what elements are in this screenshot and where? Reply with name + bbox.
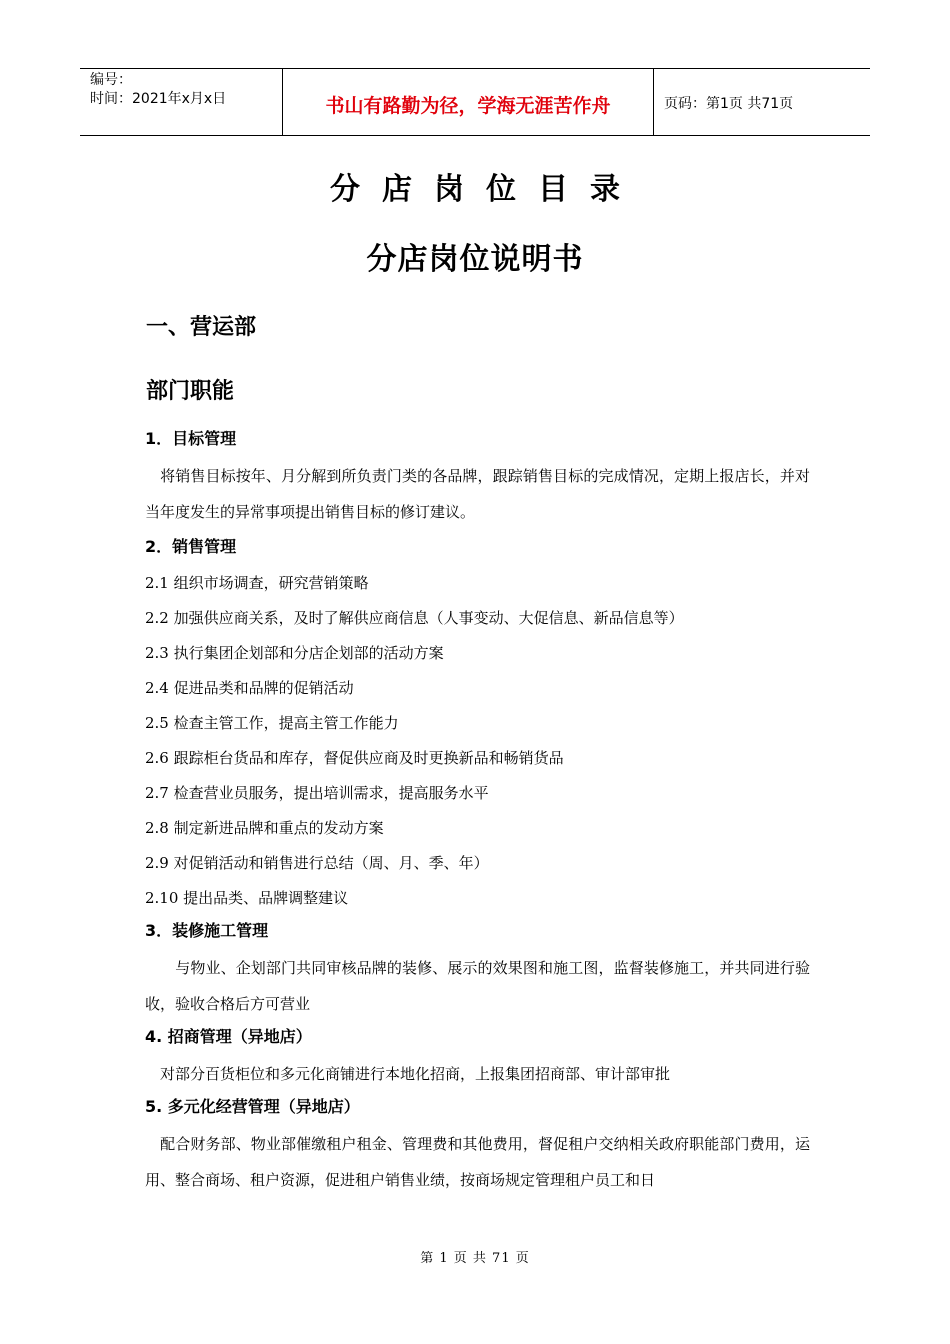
document-body bbox=[145, 424, 810, 1198]
paragraph-merchant-management: 对部分百货柜位和多元化商铺进行本地化招商，上报集团招商部、审计部审批 bbox=[145, 1065, 671, 1083]
paragraph-renovation-management: 与物业、企划部门共同审核品牌的装修、展示的效果图和施工图，监督装修施工，并共同进行验收，验收合格后方可营业 bbox=[145, 959, 810, 1013]
list-item: 2.8 制定新进品牌和重点的发动方案 bbox=[145, 819, 384, 837]
paragraph-target-management: 将销售目标按年、月分解到所负责门类的各品牌，跟踪销售目标的完成情况，定期上报店长，并对当年度发生的异常事项提出销售目标的修订建议。 bbox=[145, 467, 810, 521]
list-item: 2.4 促进品类和品牌的促销活动 bbox=[145, 679, 354, 697]
page-header bbox=[80, 68, 870, 136]
paragraph-diversified-management: 配合财务部、物业部催缴租户租金、管理费和其他费用，督促租户交纳相关政府职能部门费用，运用、整合商场、租户资源，促进租户销售业绩，按商场规定管理租户员工和日 bbox=[145, 1135, 810, 1189]
list-item: 2.10 提出品类、品牌调整建议 bbox=[145, 889, 349, 907]
list-item: 2.1 组织市场调查，研究营销策略 bbox=[145, 574, 369, 592]
heading-diversified-management: 5. 多元化经营管理（异地店） bbox=[145, 1097, 360, 1116]
heading-merchant-management: 4. 招商管理（异地店） bbox=[145, 1027, 312, 1046]
heading-target-management: 1．目标管理 bbox=[145, 429, 237, 448]
header-page-info: 页码：第1页 共71页 bbox=[664, 96, 794, 112]
list-item: 2.6 跟踪柜台货品和库存，督促供应商及时更换新品和畅销货品 bbox=[145, 749, 564, 767]
heading-sales-management: 2．销售管理 bbox=[145, 537, 237, 556]
list-item: 2.2 加强供应商关系，及时了解供应商信息（人事变动、大促信息、新品信息等） bbox=[145, 609, 684, 627]
code-label: 编号： bbox=[90, 72, 132, 88]
document-subtitle: 分店岗位说明书 bbox=[366, 242, 584, 277]
list-item: 2.5 检查主管工作，提高主管工作能力 bbox=[145, 714, 399, 732]
header-motto: 书山有路勤为径，学海无涯苦作舟 bbox=[282, 69, 654, 135]
list-item: 2.7 检查营业员服务，提出培训需求，提高服务水平 bbox=[145, 784, 489, 802]
time-label: 时间：2021年x月x日 bbox=[90, 91, 227, 107]
page-footer: 第 1 页 共 71 页 bbox=[420, 1251, 530, 1266]
list-item: 2.9 对促销活动和销售进行总结（周、月、季、年） bbox=[145, 854, 489, 872]
sub-heading: 部门职能 bbox=[146, 379, 235, 404]
list-item: 2.3 执行集团企划部和分店企划部的活动方案 bbox=[145, 644, 444, 662]
header-meta bbox=[80, 69, 282, 135]
document-title: 分店岗位目录 bbox=[330, 172, 642, 207]
heading-renovation-management: 3．装修施工管理 bbox=[145, 921, 269, 940]
section-heading: 一、营运部 bbox=[146, 315, 257, 340]
